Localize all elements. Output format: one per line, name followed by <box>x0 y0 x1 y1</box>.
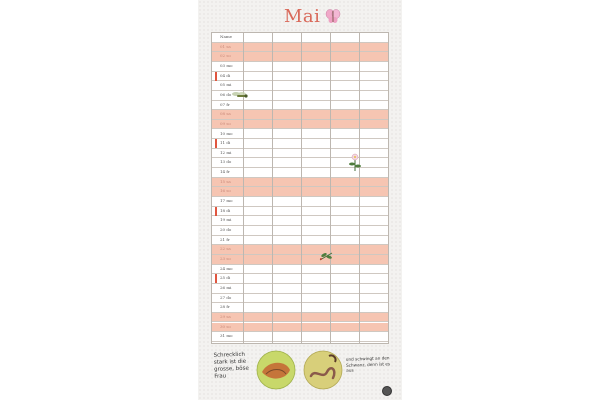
day-label: 27 do <box>220 294 232 300</box>
day-label: 01 sa <box>220 43 231 49</box>
column-divider <box>301 33 302 343</box>
day-row <box>212 72 388 82</box>
day-row <box>212 52 388 62</box>
day-row <box>212 120 388 130</box>
day-label: 25 di <box>220 275 231 281</box>
column-divider <box>243 33 244 343</box>
day-label: 09 so <box>220 120 231 126</box>
day-row <box>212 255 388 265</box>
day-label: 17 mo <box>220 198 233 204</box>
flower-sprig-icon <box>348 153 362 171</box>
day-row <box>212 236 388 246</box>
day-row <box>212 110 388 120</box>
day-label: 28 fr <box>220 304 230 310</box>
day-label: 08 sa <box>220 111 231 117</box>
day-label: 11 di <box>220 140 231 146</box>
day-label: 24 mo <box>220 265 233 271</box>
rhyme-right-text: und schwingt an den Schwanz, denn ist es aus <box>345 355 391 373</box>
day-row <box>212 313 388 323</box>
title-area <box>198 4 402 30</box>
month-title: Mai <box>284 6 321 27</box>
column-divider <box>272 33 273 343</box>
day-row <box>212 265 388 275</box>
day-label: 26 mi <box>220 284 232 290</box>
holiday-marker <box>215 207 217 216</box>
day-row <box>212 226 388 236</box>
day-row <box>212 187 388 197</box>
day-row <box>212 207 388 217</box>
holiday-marker <box>215 72 217 81</box>
day-label: 06 do <box>220 91 232 97</box>
day-row <box>212 62 388 72</box>
rhyme-left-text: Schrecklich stark ist die grosse, böse Frau <box>213 351 249 380</box>
column-divider <box>330 33 331 343</box>
day-label: 31 mo <box>220 333 233 339</box>
holiday-marker <box>215 139 217 148</box>
butterfly-icon <box>325 8 341 24</box>
day-label: 22 sa <box>220 246 231 252</box>
day-label: 18 di <box>220 207 231 213</box>
day-label: 07 fr <box>220 101 230 107</box>
day-row <box>212 216 388 226</box>
day-row <box>212 178 388 188</box>
day-label: 14 fr <box>220 169 230 175</box>
calendar-grid <box>211 32 389 344</box>
worm-circle-icon <box>303 350 343 390</box>
name-header: Name <box>220 34 233 39</box>
day-label: 10 mo <box>220 130 233 136</box>
day-label: 02 so <box>220 53 231 59</box>
day-row <box>212 274 388 284</box>
calendar-page <box>198 0 402 400</box>
day-label: 21 fr <box>220 236 230 242</box>
day-row <box>212 245 388 255</box>
day-label: 30 so <box>220 323 231 329</box>
dragonfly-icon <box>231 90 249 102</box>
leaf-sprig-icon <box>318 250 334 262</box>
day-label: 13 do <box>220 159 232 165</box>
publisher-logo-icon <box>382 386 392 396</box>
day-row <box>212 139 388 149</box>
day-label: 04 di <box>220 72 231 78</box>
column-divider <box>359 33 360 343</box>
day-label: 19 mi <box>220 217 232 223</box>
header-row <box>212 33 388 43</box>
holiday-marker <box>215 274 217 283</box>
day-row <box>212 332 388 342</box>
day-label: 03 mo <box>220 62 233 68</box>
day-label: 23 so <box>220 255 231 261</box>
day-row <box>212 284 388 294</box>
day-label: 20 do <box>220 227 232 232</box>
day-label: 05 mi <box>220 82 232 88</box>
day-row <box>212 43 388 53</box>
day-label: 12 mi <box>220 149 232 155</box>
day-label: 29 sa <box>220 313 231 319</box>
fish-circle-icon <box>256 350 296 390</box>
day-row <box>212 197 388 207</box>
day-row <box>212 130 388 140</box>
day-row <box>212 323 388 333</box>
day-label: 15 sa <box>220 178 231 184</box>
day-row <box>212 303 388 313</box>
day-row <box>212 294 388 304</box>
day-label: 16 so <box>220 188 231 194</box>
